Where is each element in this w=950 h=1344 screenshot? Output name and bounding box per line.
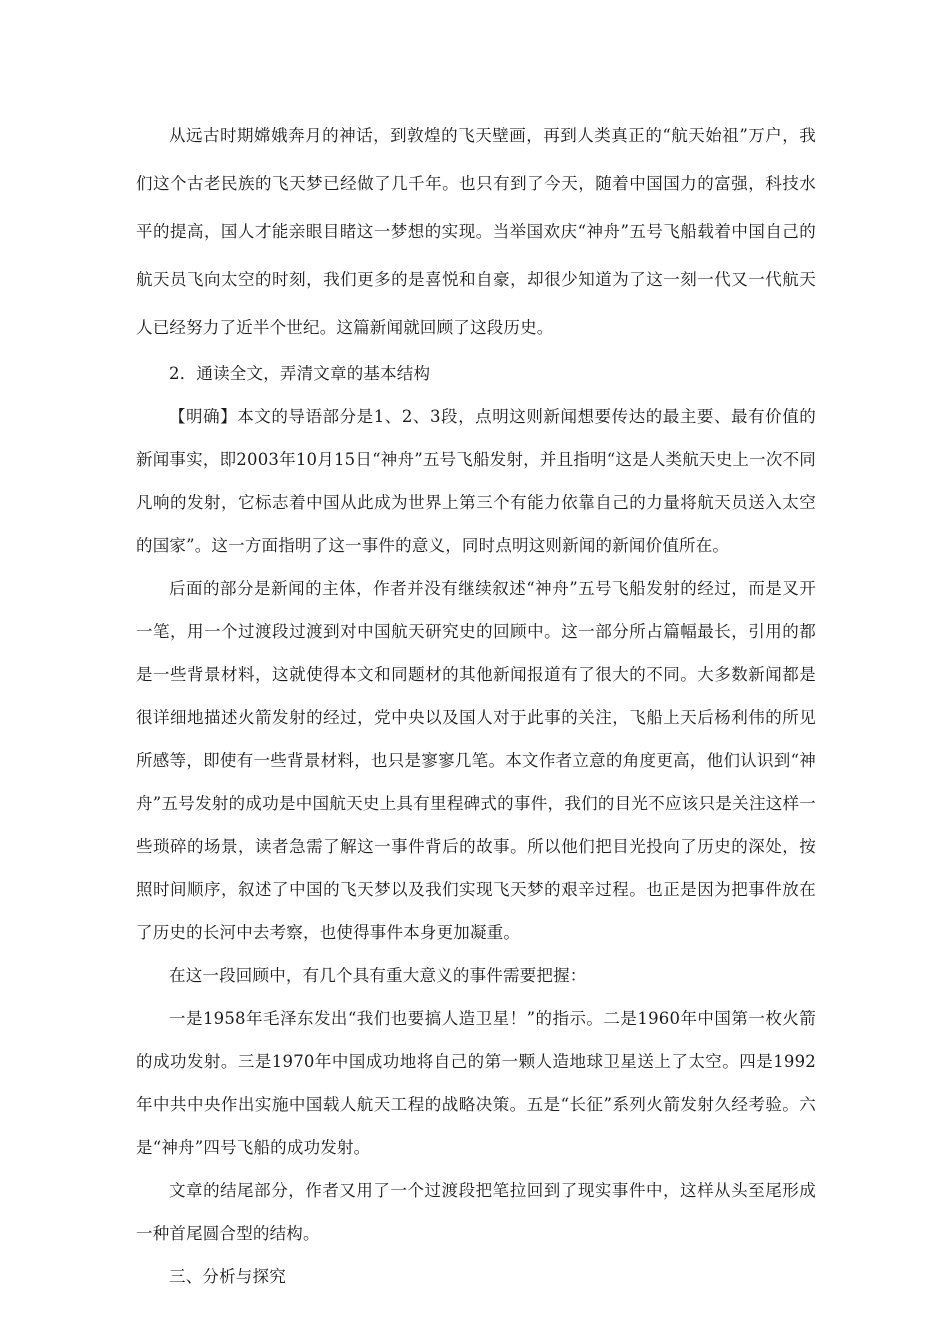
intro-paragraph: 从远古时期嫦娥奔月的神话，到敦煌的飞天壁画，再到人类真正的“航天始祖”万户，我们这个古老民族的飞天梦已经做了几千年。也只有到了今天，随着中国国力的富强，科技水平的提高，国人才能亲眼目睹这一梦想的实现。当举国欢庆“神舟”五号飞船载着中国自己的航天员飞向太空的时刻，我们更多的是喜悦和自豪，却很少知道为了这一刻一代又一代航天人已经努力了近半个世纪。这篇新闻就回顾了这段历史。: [136, 126, 816, 337]
events-intro-paragraph: 在这一段回顾中，有几个具有重大意义的事件需要把握：: [169, 966, 587, 985]
clarification-paragraph: 【明确】本文的导语部分是1、2、3段，点明这则新闻想要传达的最主要、最有价值的新闻事实，即2003年10月15日“神舟”五号飞船发射，并且指明“这是人类航天史上一次不同凡响的发射，它标志着中国从此成为世界上第三个有能力依靠自己的力量将航天员送入太空的国家”。这一方面指明了这一事件的意义，同时点明这则新闻的新闻价值所在。: [136, 407, 816, 555]
section-heading-analysis: 三、分析与探究: [169, 1267, 286, 1286]
ending-paragraph: 文章的结尾部分，作者又用了一个过渡段把笔拉回到了现实事件中，这样从头至尾形成一种首尾圆合型的结构。: [136, 1181, 816, 1243]
body-analysis-paragraph: 后面的部分是新闻的主体，作者并没有继续叙述“神舟”五号飞船发射的经过，而是叉开一笔，用一个过渡段过渡到对中国航天研究史的回顾中。这一部分所占篇幅最长，引用的都是一些背景材料，这就使得本文和同题材的其他新闻报道有了很大的不同。大多数新闻都是很详细地描述火箭发射的经过，党中央以及国人对于此事的关注，飞船上天后杨利伟的所见所感等，即使有一些背景材料，也只是寥寥几笔。本文作者立意的角度更高，他们认识到“神舟”五号发射的成功是中国航天史上具有里程碑式的事件，我们的目光不应该只是关注这样一些琐碎的场景，读者急需了解这一事件背后的故事。所以他们把目光投向了历史的深处，按照时间顺序，叙述了中国的飞天梦以及我们实现飞天梦的艰辛过程。也正是因为把事件放在了历史的长河中去考察，也使得事件本身更加凝重。: [136, 579, 816, 942]
section-heading-structure: 2．通读全文，弄清文章的基本结构: [169, 364, 431, 383]
events-list-paragraph: 一是1958年毛泽东发出“我们也要搞人造卫星！”的指示。二是1960年中国第一枚火箭的成功发射。三是1970年中国成功地将自己的第一颗人造地球卫星送上了太空。四是1992年中共中央作出实施中国载人航天工程的战略决策。五是“长征”系列火箭发射久经考验。六是“神舟”四号飞船的成功发射。: [136, 1009, 816, 1157]
document-page: [136, 112, 816, 1298]
